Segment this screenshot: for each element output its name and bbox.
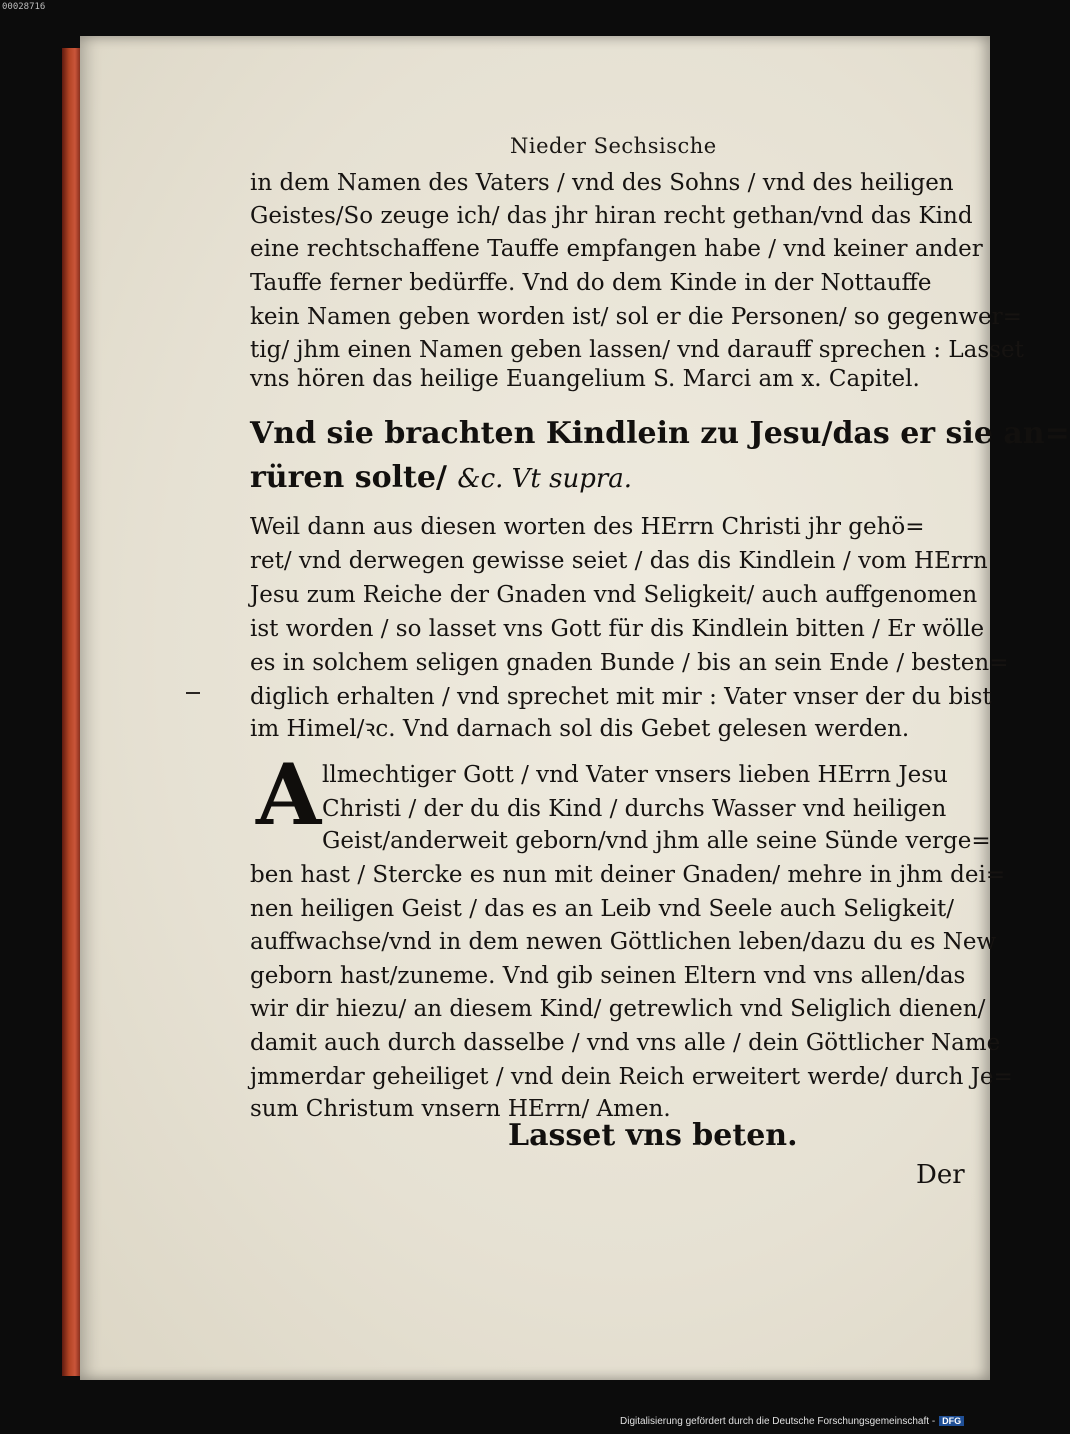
para3-line: Geist/anderweit geborn/vnd jhm alle seine Sünde verge= [322, 828, 991, 854]
para3-line: nen heiligen Geist / das es an Leib vnd Seele auch Seligkeit/ [250, 896, 954, 922]
margin-mark [186, 692, 200, 694]
para2-line: es in solchem seligen gnaden Bunde / bis an sein Ende / besten= [250, 650, 1009, 676]
para3-line: auffwachse/vnd in dem newen Göttlichen leben/dazu du es New [250, 929, 997, 955]
quote-line: Vnd sie brachten Kindlein zu Jesu/das er sie an= [250, 416, 1070, 451]
para1-line: Tauffe ferner bedürffe. Vnd do dem Kinde in der Nottauffe [250, 270, 932, 296]
para2-line: diglich erhalten / vnd sprechet mit mir : Vater vnser der du bist [250, 684, 992, 710]
para1-line: in dem Namen des Vaters / vnd des Sohns / vnd des heiligen [250, 170, 954, 196]
para1-line: Geistes/So zeuge ich/ das jhr hiran recht gethan/vnd das Kind [250, 203, 973, 229]
para3-line: wir dir hiezu/ an diesem Kind/ getrewlich vnd Seliglich dienen/ [250, 996, 986, 1022]
para2-line: ist worden / so lasset vns Gott für dis Kindlein bitten / Er wölle [250, 616, 985, 642]
para2-line: im Himel/ꝛc. Vnd darnach sol dis Gebet gelesen werden. [250, 716, 910, 742]
para1-line: kein Namen geben worden ist/ sol er die Personen/ so gegenwer= [250, 304, 1022, 330]
quote-line [250, 458, 972, 499]
para1-line: tig/ jhm einen Namen geben lassen/ vnd darauff sprechen : Lasset [250, 337, 1024, 363]
para3-line: damit auch durch dasselbe / vnd vns alle / dein Göttlicher Name [250, 1030, 1001, 1056]
para2-line: Weil dann aus diesen worten des HErrn Christi jhr gehö= [250, 514, 925, 540]
prayer-heading: Lasset vns beten. [508, 1118, 798, 1153]
para1-line: vns hören das heilige Euangelium S. Marci am x. Capitel. [250, 366, 920, 392]
quote-text: rüren solte/ [250, 460, 447, 495]
para3-line: ben hast / Stercke es nun mit deiner Gnaden/ mehre in jhm dei= [250, 862, 1006, 888]
footer-credit [620, 1416, 964, 1427]
para3-line: geborn hast/zuneme. Vnd gib seinen Eltern vnd vns allen/das [250, 963, 966, 989]
drop-initial: A [256, 745, 322, 844]
dfg-logo: DFG [939, 1416, 964, 1426]
footer-text: Digitalisierung gefördert durch die Deutsche Forschungsgemeinschaft - [620, 1416, 936, 1427]
para3-line: jmmerdar geheiliget / vnd dein Reich erweitert werde/ durch Je= [250, 1064, 1013, 1090]
para2-line: Jesu zum Reiche der Gnaden vnd Seligkeit/ auch auffgenomen [250, 582, 978, 608]
catchword: Der [916, 1160, 965, 1190]
para3-line: Christi / der du dis Kind / durchs Wasser vnd heiligen [322, 796, 947, 822]
para1-line: eine rechtschaffene Tauffe empfangen habe / vnd keiner ander [250, 236, 983, 262]
running-header: Nieder Sechsische [510, 134, 717, 158]
scan-id: 00028716 [2, 2, 46, 12]
para3-line: llmechtiger Gott / vnd Vater vnsers lieben HErrn Jesu [322, 762, 948, 788]
para3-line: sum Christum vnsern HErrn/ Amen. [250, 1096, 671, 1122]
para2-line: ret/ vnd derwegen gewisse seiet / das dis Kindlein / vom HErrn [250, 548, 988, 574]
book-edge [62, 48, 82, 1376]
quote-ref: &c. Vt supra. [457, 464, 633, 494]
